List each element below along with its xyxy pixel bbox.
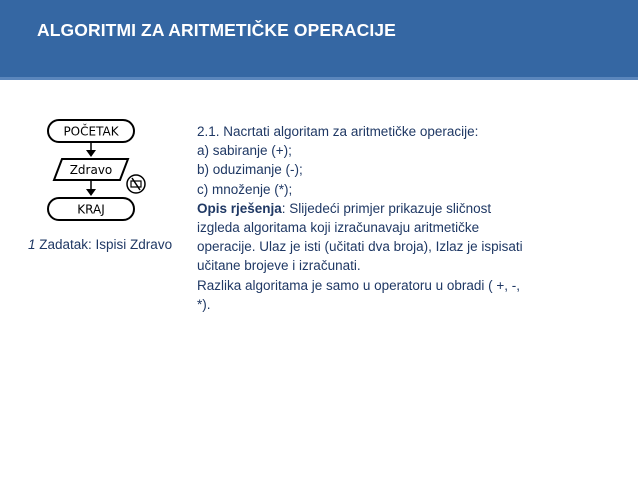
solution-text: učitane brojeve i izračunati.	[197, 258, 361, 274]
flowchart-start	[48, 120, 134, 142]
arrow-down-icon	[86, 150, 96, 157]
flowchart-end	[48, 198, 134, 220]
task-heading: 2.1. Nacrtati algoritam za aritmetičke operacije:	[197, 124, 479, 139]
arrow-down-icon	[86, 189, 96, 196]
solution-text: izgleda algoritama koji izračunavaju aritmetičke	[197, 220, 480, 236]
figure-caption	[28, 237, 172, 252]
flowchart	[40, 114, 160, 232]
flowchart-end-label: KRAJ	[77, 202, 105, 217]
figure-caption-text: Zadatak: Ispisi Zdravo	[35, 237, 173, 252]
solution-text: *).	[197, 296, 211, 312]
flowchart-output-label: Zdravo	[69, 163, 113, 177]
slide-title: ALGORITMI ZA ARITMETIČKE OPERACIJE	[37, 20, 396, 40]
flowchart-start-label: POČETAK	[63, 124, 119, 139]
task-item-subtraction: b) oduzimanje (-);	[197, 162, 303, 178]
solution-text: operacije. Ulaz je isti (učitati dva broja), Izlaz je ispisati	[197, 239, 523, 255]
solution-text: Razlika algoritama je samo u operatoru u obradi ( +, -,	[197, 277, 521, 293]
solution-line	[197, 199, 607, 218]
task-item-addition: a) sabiranje (+);	[197, 143, 292, 159]
printer-icon	[127, 175, 145, 193]
task-description	[197, 122, 607, 314]
figure-caption-number: 1	[28, 237, 36, 252]
flowchart-output	[54, 159, 128, 180]
solution-text-start: : Slijedeći primjer prikazuje sličnost	[281, 200, 492, 216]
task-item-multiplication: c) množenje (*);	[197, 181, 293, 197]
solution-label: Opis rješenja	[197, 200, 282, 216]
title-bar	[0, 0, 638, 80]
